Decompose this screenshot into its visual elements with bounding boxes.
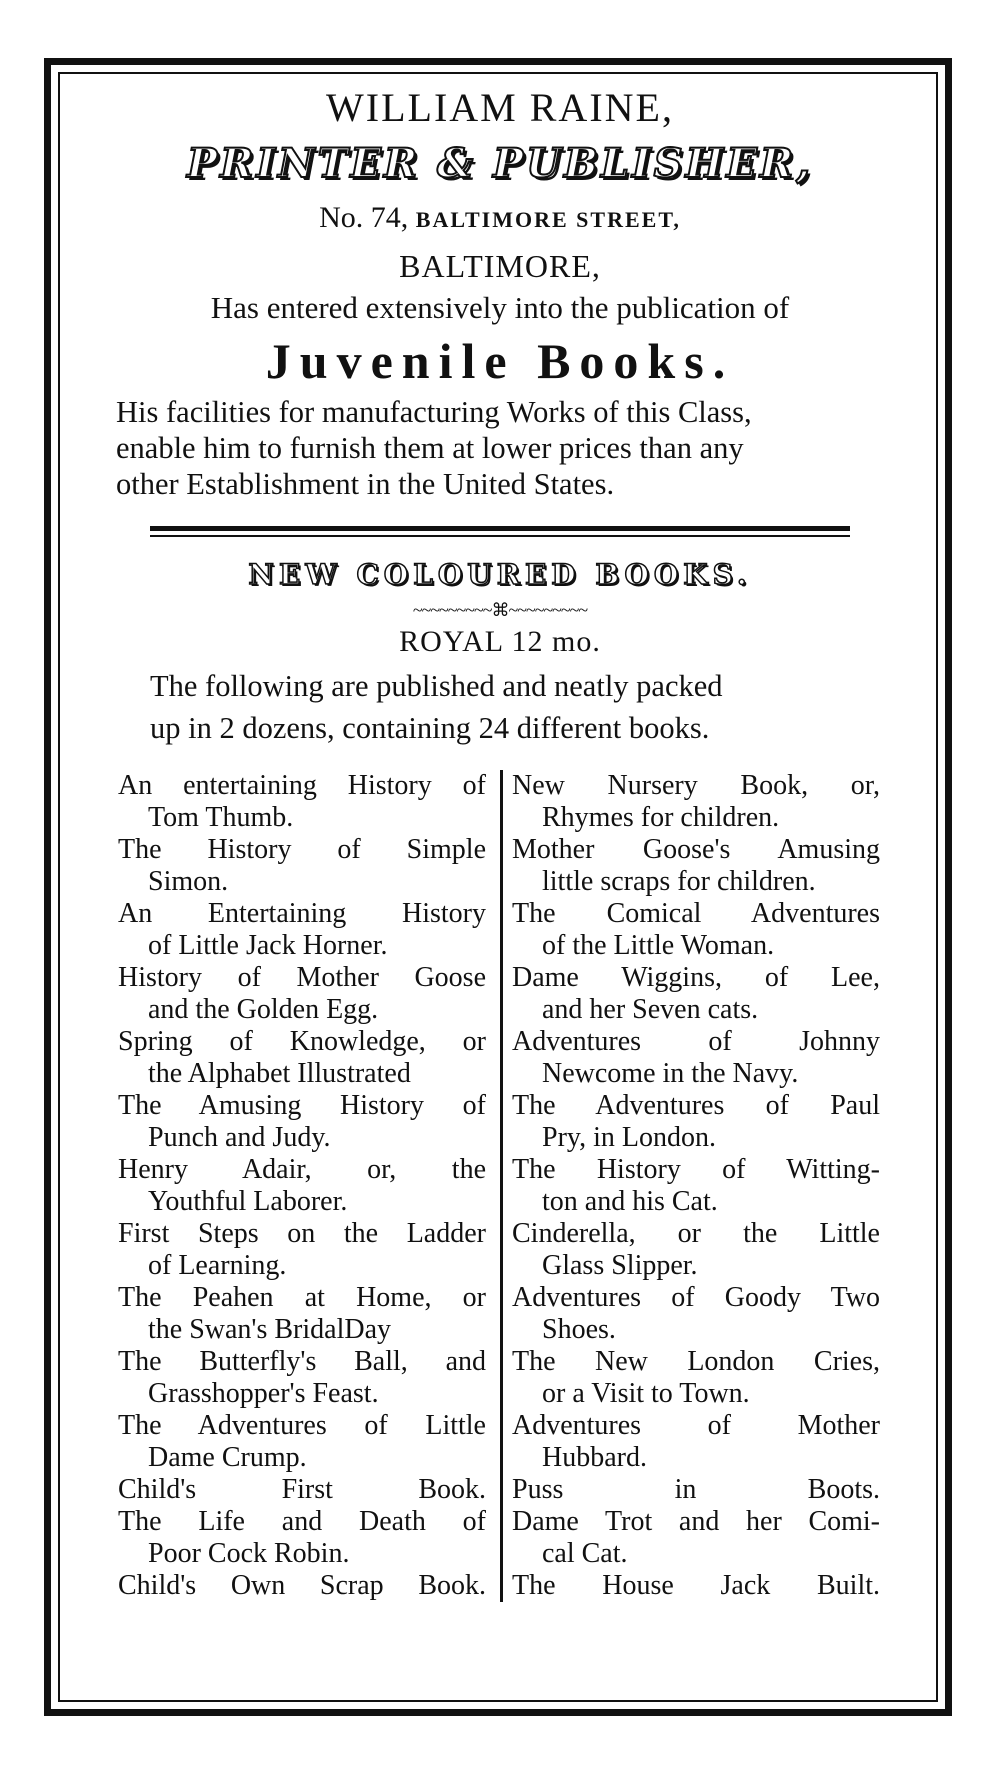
book-entry [512, 1282, 880, 1346]
book-entry [118, 1026, 486, 1090]
book-title-line-1: Adventures of Mother [512, 1410, 880, 1441]
book-entry [118, 898, 486, 962]
book-entry [512, 1346, 880, 1410]
ornament-divider: ~~~~~~~~~⌘~~~~~~~~~ [412, 600, 588, 620]
book-title-line-2: Punch and Judy. [148, 1122, 331, 1153]
book-entry [512, 770, 880, 834]
book-title-line-1: Child's Own Scrap Book. [118, 1570, 486, 1601]
book-title-line-1: New Nursery Book, or, [512, 770, 880, 801]
book-entry [118, 1154, 486, 1218]
book-title-line-1: The House Jack Built. [512, 1570, 880, 1601]
book-entry [118, 770, 486, 834]
book-title-line-1: Mother Goose's Amusing [512, 834, 880, 865]
book-entry [118, 834, 486, 898]
book-entry [512, 898, 880, 962]
book-title-line-2: Rhymes for children. [542, 802, 780, 833]
book-title-line-2: Pry, in London. [542, 1122, 716, 1153]
book-title-line-1: The Peahen at Home, or [118, 1282, 486, 1313]
advertisement [90, 80, 910, 1601]
book-title-line-1: Henry Adair, or, the [118, 1154, 486, 1185]
book-title-line-2: Dame Crump. [148, 1442, 307, 1473]
book-title-line-1: Spring of Knowledge, or [118, 1026, 486, 1057]
book-title-line-2: cal Cat. [542, 1538, 628, 1569]
book-title-line-1: The History of Witting- [512, 1154, 880, 1185]
book-entry [512, 1506, 880, 1570]
book-list [118, 770, 888, 1602]
book-title-line-1: The New London Cries, [512, 1346, 880, 1377]
book-entry [118, 1346, 486, 1410]
book-title-line-1: An entertaining History of [118, 770, 486, 801]
book-title-line-1: The Adventures of Paul [512, 1090, 880, 1121]
book-title-line-2: of Little Jack Horner. [148, 930, 388, 961]
facilities-line-3: other Establishment in the United States. [116, 467, 615, 501]
book-entry [118, 962, 486, 1026]
book-title-line-1: The History of Simple [118, 834, 486, 865]
section-title: NEW COLOURED BOOKS. [248, 558, 752, 591]
book-title-line-1: Adventures of Goody Two [512, 1282, 880, 1313]
book-entry [118, 1218, 486, 1282]
book-title-line-1: The Adventures of Little [118, 1410, 486, 1441]
book-title-line-1: The Butterfly's Ball, and [118, 1346, 486, 1377]
book-title-line-2: the Swan's BridalDay [148, 1314, 392, 1345]
book-size: ROYAL 12 mo. [399, 625, 601, 658]
book-title-line-2: Newcome in the Navy. [542, 1058, 799, 1089]
book-title-line-2: Grasshopper's Feast. [148, 1378, 379, 1409]
book-title-line-2: ton and his Cat. [542, 1186, 718, 1217]
book-title-line-2: or a Visit to Town. [542, 1378, 750, 1409]
book-entry [118, 1570, 486, 1602]
book-title-line-1: Puss in Boots. [512, 1474, 880, 1505]
book-title-line-2: and the Golden Egg. [148, 994, 379, 1025]
entered-text: Has entered extensively into the publication of [210, 290, 790, 325]
double-rule-divider [150, 526, 850, 537]
city: BALTIMORE, [399, 248, 601, 284]
book-entry [512, 1090, 880, 1154]
following-text [90, 665, 910, 749]
book-list-right [512, 770, 880, 1602]
address [90, 198, 910, 240]
book-title-line-1: The Amusing History of [118, 1090, 486, 1121]
book-entry [512, 1218, 880, 1282]
book-entry [118, 1506, 486, 1570]
book-title-line-2: Poor Cock Robin. [148, 1538, 350, 1569]
book-entry [512, 834, 880, 898]
book-entry [512, 1026, 880, 1090]
book-title-line-1: An Entertaining History [118, 898, 486, 929]
book-title-line-2: Youthful Laborer. [148, 1186, 348, 1217]
book-title-line-2: of Learning. [148, 1250, 287, 1281]
facilities-line-1: His facilities for manufacturing Works of this Class, [116, 395, 752, 429]
address-street: BALTIMORE STREET, [415, 207, 681, 232]
book-entry [118, 1474, 486, 1506]
book-title-line-1: First Steps on the Ladder [118, 1218, 486, 1249]
column-divider [500, 770, 503, 1602]
book-title-line-1: History of Mother Goose [118, 962, 486, 993]
publisher-name: WILLIAM RAINE, [326, 85, 674, 130]
following-line-2: up in 2 dozens, containing 24 different books. [150, 711, 710, 745]
book-entry [512, 1154, 880, 1218]
book-title-line-1: The Comical Adventures [512, 898, 880, 929]
publisher-title: PRINTER & PUBLISHER, [187, 140, 813, 187]
book-title-line-2: Simon. [148, 866, 229, 897]
book-title-line-1: Cinderella, or the Little [512, 1218, 880, 1249]
book-entry [512, 962, 880, 1026]
book-title-line-2: the Alphabet Illustrated [148, 1058, 411, 1089]
book-title-line-1: Dame Trot and her Comi- [512, 1506, 880, 1537]
following-line-1: The following are published and neatly packed [150, 669, 723, 703]
facilities-text [90, 394, 910, 502]
book-entry [118, 1090, 486, 1154]
book-title-line-1: Dame Wiggins, of Lee, [512, 962, 880, 993]
book-title-line-1: Adventures of Johnny [512, 1026, 880, 1057]
book-title-line-2: Hubbard. [542, 1442, 647, 1473]
book-list-left [118, 770, 486, 1602]
book-title-line-1: Child's First Book. [118, 1474, 486, 1505]
book-title-line-1: The Life and Death of [118, 1506, 486, 1537]
book-entry [118, 1282, 486, 1346]
book-title-line-2: little scraps for children. [542, 866, 816, 897]
book-title-line-2: Glass Slipper. [542, 1250, 698, 1281]
book-title-line-2: of the Little Woman. [542, 930, 775, 961]
address-number: No. 74, [319, 201, 409, 234]
facilities-line-2: enable him to furnish them at lower prices than any [116, 431, 744, 465]
book-title-line-2: Tom Thumb. [148, 802, 294, 833]
book-entry [118, 1410, 486, 1474]
book-entry [512, 1570, 880, 1602]
book-title-line-2: Shoes. [542, 1314, 616, 1345]
juvenile-books-heading: Juvenile Books. [265, 333, 735, 389]
book-entry [512, 1474, 880, 1506]
book-title-line-2: and her Seven cats. [542, 994, 759, 1025]
book-entry [512, 1410, 880, 1474]
